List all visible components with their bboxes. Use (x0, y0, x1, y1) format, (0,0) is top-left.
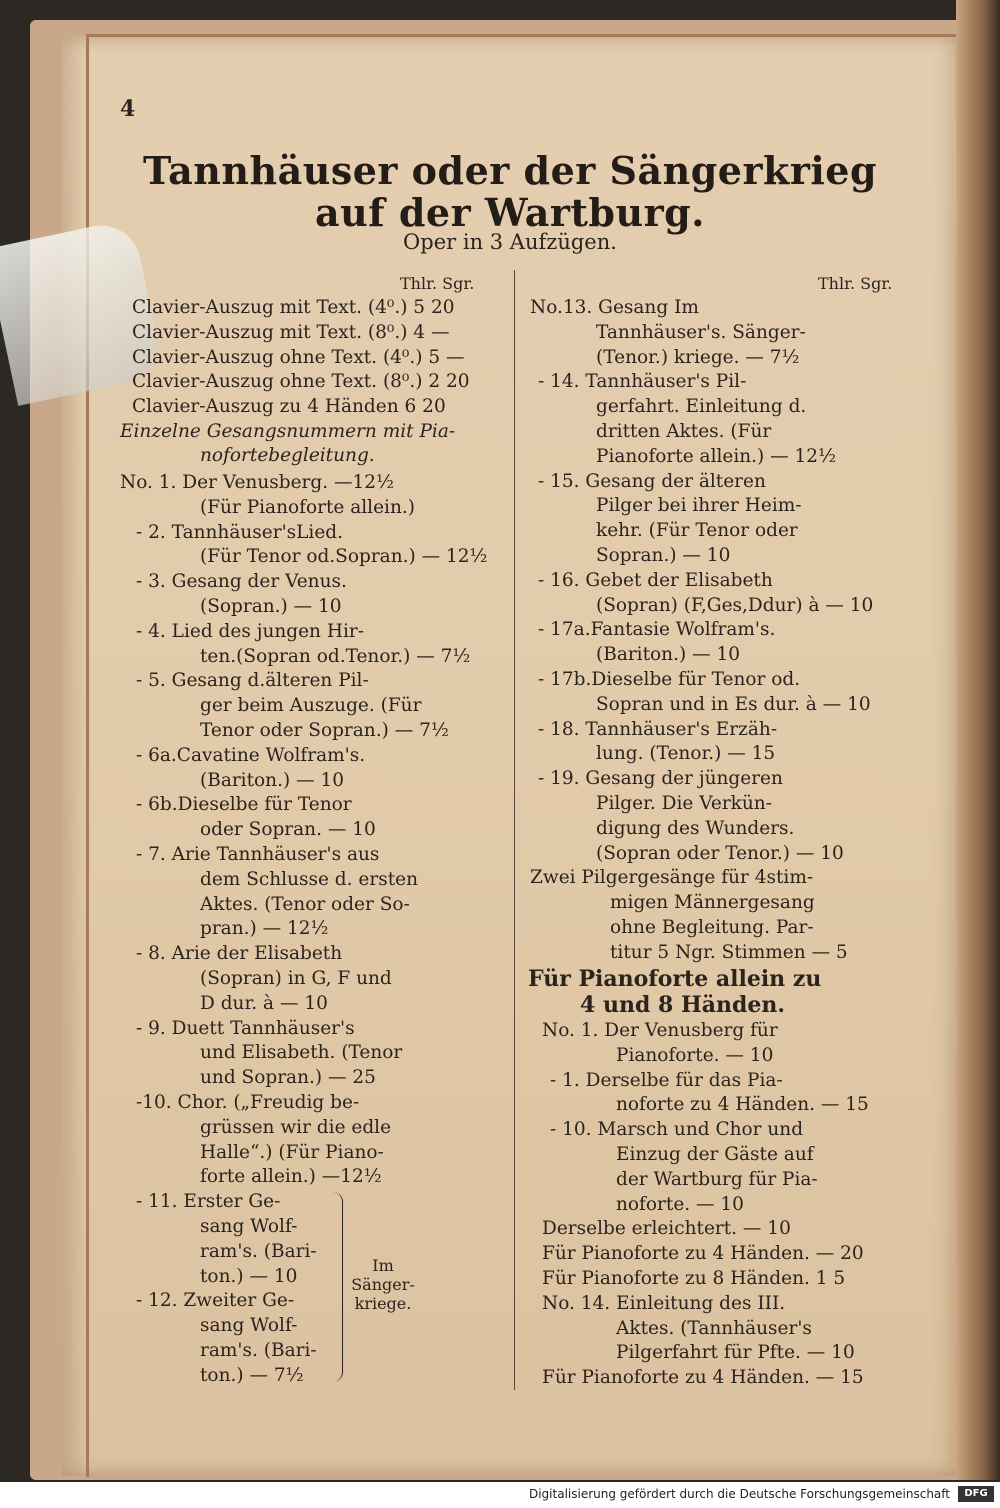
dfg-logo: DFG (958, 1486, 994, 1502)
list-item: - 9. Duett Tannhäuser's (136, 1017, 355, 1039)
list-item: Pilger bei ihrer Heim- (596, 495, 802, 517)
list-item: Tenor oder Sopran.) — 7½ (200, 719, 449, 741)
list-item: - 1. Derselbe für das Pia- (550, 1069, 783, 1091)
list-item: Clavier-Auszug mit Text. (8⁰.) 4 — (132, 321, 450, 343)
left-column-header: Thlr. Sgr. (400, 274, 475, 293)
list-item: Aktes. (Tenor oder So- (200, 893, 410, 915)
list-item: - 5. Gesang d.älteren Pil- (136, 670, 369, 692)
list-item: Pilger. Die Verkün- (596, 792, 772, 814)
list-item: noforte. — 10 (616, 1193, 744, 1215)
list-item: ram's. (Bari- (200, 1339, 317, 1361)
list-item: pran.) — 12½ (200, 918, 329, 940)
list-item: ram's. (Bari- (200, 1240, 317, 1262)
list-item: Zwei Pilgergesänge für 4stim- (530, 867, 814, 889)
list-item: Clavier-Auszug ohne Text. (8⁰.) 2 20 (132, 371, 470, 393)
left-section-heading-2: nofortebegleitung. (200, 445, 375, 466)
list-item: der Wartburg für Pia- (616, 1168, 818, 1190)
list-item: (Bariton.) — 10 (200, 769, 344, 791)
list-item: dritten Aktes. (Für (596, 420, 772, 442)
list-item: - 11. Erster Ge- (136, 1191, 281, 1213)
right-items-list (530, 296, 910, 966)
list-item: Pianoforte allein.) — 12½ (596, 445, 837, 467)
list-item: oder Sopran. — 10 (200, 819, 376, 841)
list-item: titur 5 Ngr. Stimmen — 5 (610, 941, 848, 963)
list-item: (Sopran) in G, F und (200, 967, 392, 989)
list-item: Halle“.) (Für Piano- (200, 1141, 384, 1163)
list-item: grüssen wir die edle (200, 1116, 392, 1138)
list-item: - 19. Gesang der jüngeren (538, 768, 783, 790)
column-divider (514, 270, 515, 1390)
right-section-heading-1: Für Pianoforte allein zu (528, 966, 822, 992)
list-item: D dur. à — 10 (200, 992, 328, 1014)
list-item: Für Pianoforte zu 4 Händen. — 20 (542, 1243, 864, 1265)
list-item: gerfahrt. Einleitung d. (596, 396, 807, 418)
list-item: Tannhäuser's. Sänger- (596, 321, 806, 343)
list-item: - 18. Tannhäuser's Erzäh- (538, 718, 778, 740)
list-item: Pianoforte. — 10 (616, 1044, 774, 1066)
list-item: - 17b.Dieselbe für Tenor od. (538, 668, 801, 690)
subtitle: Oper in 3 Aufzügen. (403, 230, 617, 254)
list-item: sang Wolf- (200, 1315, 298, 1337)
list-item: ger beim Auszuge. (Für (200, 695, 422, 717)
list-item: und Sopran.) — 25 (200, 1067, 376, 1089)
footer-credit: Digitalisierung gefördert durch die Deutsche Forschungsgemeinschaft (528, 1487, 950, 1501)
footer-bar (0, 1482, 1000, 1508)
list-item: No. 1. Der Venusberg. —12½ (120, 472, 394, 493)
list-item: No. 14. Einleitung des III. (542, 1292, 786, 1314)
list-item: ohne Begleitung. Par- (610, 916, 814, 938)
list-item: noforte zu 4 Händen. — 15 (616, 1094, 869, 1116)
list-item: kehr. (Für Tenor oder (596, 520, 798, 542)
list-item: - 12. Zweiter Ge- (136, 1290, 295, 1312)
list-item: (Tenor.) kriege. — 7½ (596, 346, 800, 368)
list-item: (Für Tenor od.Sopran.) — 12½ (200, 546, 488, 568)
title-line-1: Tannhäuser oder der Sängerkrieg (142, 148, 878, 193)
right-items-list-2 (542, 1019, 912, 1391)
list-item: digung des Wunders. (596, 817, 795, 839)
list-item: lung. (Tenor.) — 15 (596, 743, 776, 765)
list-item: Pilgerfahrt für Pfte. — 10 (616, 1342, 855, 1364)
list-item: (Bariton.) — 10 (596, 644, 740, 666)
left-price-list (132, 296, 470, 420)
list-item: - 10. Marsch und Chor und (550, 1119, 804, 1141)
list-item: sang Wolf- (200, 1215, 298, 1237)
list-item: Clavier-Auszug ohne Text. (4⁰.) 5 — (132, 346, 465, 368)
list-item: ton.) — 7½ (200, 1364, 304, 1386)
right-section-heading-2: 4 und 8 Händen. (580, 992, 786, 1018)
list-item: migen Männergesang (610, 892, 815, 914)
list-item: -10. Chor. („Freudig be- (136, 1091, 360, 1113)
list-item: Clavier-Auszug zu 4 Händen 6 20 (132, 396, 446, 418)
list-item: (Sopran.) — 10 (200, 595, 342, 617)
left-items-list (120, 471, 510, 1388)
list-item: No. 1. Der Venusberg für (542, 1020, 778, 1041)
title-line-2: auf der Wartburg. (315, 190, 705, 235)
left-brace (330, 1192, 343, 1382)
list-item: - 2. Tannhäuser'sLied. (136, 521, 344, 543)
list-item: Für Pianoforte zu 4 Händen. — 15 (542, 1367, 864, 1389)
list-item: Derselbe erleichtert. — 10 (542, 1218, 791, 1240)
right-column-header: Thlr. Sgr. (818, 274, 893, 293)
list-item: - 14. Tannhäuser's Pil- (538, 371, 747, 393)
left-brace-label: Im Sänger- kriege. (351, 1256, 415, 1313)
list-item: (Für Pianoforte allein.) (200, 496, 415, 518)
list-item: Einzug der Gäste auf (616, 1143, 814, 1165)
list-item: Sopran und in Es dur. à — 10 (596, 693, 871, 715)
list-item: Für Pianoforte zu 8 Händen. 1 5 (542, 1267, 846, 1289)
list-item: - 4. Lied des jungen Hir- (136, 620, 364, 642)
list-item: Clavier-Auszug mit Text. (4⁰.) 5 20 (132, 297, 455, 318)
list-item: (Sopran) (F,Ges,Ddur) à — 10 (596, 594, 874, 616)
list-item: - 16. Gebet der Elisabeth (538, 569, 773, 591)
list-item: - 6a.Cavatine Wolfram's. (136, 744, 366, 766)
list-item: - 3. Gesang der Venus. (136, 571, 347, 593)
list-item: dem Schlusse d. ersten (200, 868, 418, 890)
list-item: Sopran.) — 10 (596, 544, 731, 566)
list-item: - 6b.Dieselbe für Tenor (136, 794, 352, 816)
list-item: - 7. Arie Tannhäuser's aus (136, 843, 380, 865)
list-item: - 15. Gesang der älteren (538, 470, 766, 492)
list-item: Aktes. (Tannhäuser's (616, 1317, 812, 1339)
list-item: forte allein.) —12½ (200, 1166, 382, 1188)
left-section-heading: Einzelne Gesangsnummern mit Pia- (120, 421, 456, 442)
list-item: ten.(Sopran od.Tenor.) — 7½ (200, 645, 471, 667)
list-item: No.13. Gesang Im (530, 297, 699, 318)
book-spine (956, 0, 1000, 1480)
list-item: (Sopran oder Tenor.) — 10 (596, 842, 844, 864)
list-item: - 8. Arie der Elisabeth (136, 943, 343, 965)
list-item: und Elisabeth. (Tenor (200, 1042, 403, 1064)
list-item: - 17a.Fantasie Wolfram's. (538, 619, 776, 641)
page-number: 4 (120, 96, 136, 122)
list-item: ton.) — 10 (200, 1265, 298, 1287)
